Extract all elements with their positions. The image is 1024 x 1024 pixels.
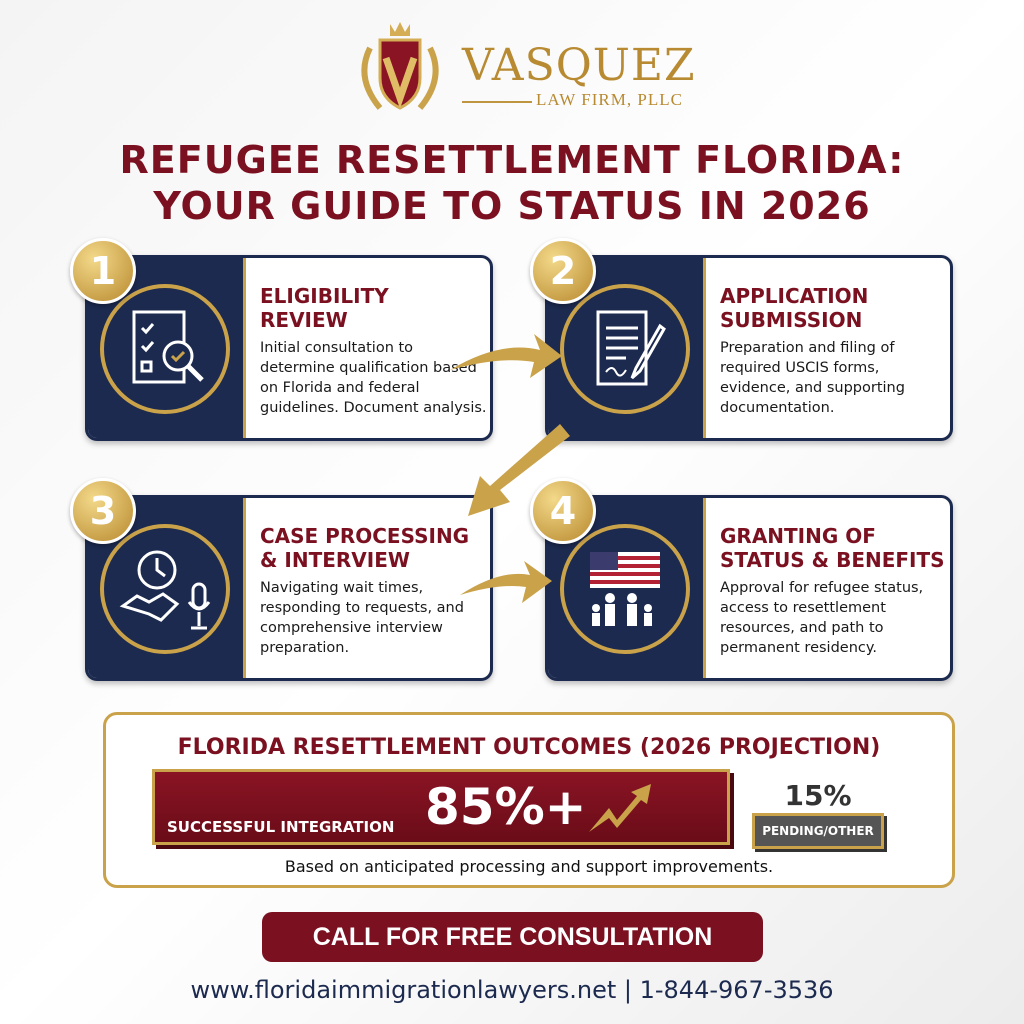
step-title: CASE PROCESSING — [260, 524, 470, 548]
arrow-down-left-icon — [440, 420, 580, 530]
step-description: Navigating wait times, responding to requests, and comprehensive interview preparation. — [260, 580, 464, 656]
checklist-magnifier-icon — [120, 304, 210, 394]
outcomes-note: Based on anticipated processing and support improvements. — [284, 857, 774, 876]
step-title: SUBMISSION — [720, 308, 863, 332]
step-number-badge: 3 — [70, 478, 136, 544]
step-title: ELIGIBILITY — [260, 284, 389, 308]
step-number-badge: 1 — [70, 238, 136, 304]
law-firm-crest-logo — [350, 18, 450, 118]
other-value: 15% — [784, 779, 852, 812]
step-title: STATUS & BENEFITS — [720, 548, 945, 572]
step-description: Approval for refugee status, access to resettlement resources, and path to permanent residency. — [720, 580, 924, 656]
pending-other-bar — [752, 813, 884, 849]
step-title: REVIEW — [260, 308, 348, 332]
step-description: Preparation and filing of required USCIS forms, evidence, and supporting documentation. — [720, 340, 905, 416]
step-title: GRANTING OF — [720, 524, 876, 548]
step-number-badge: 2 — [530, 238, 596, 304]
step-number-badge: 4 — [530, 478, 596, 544]
step-card-4 — [545, 495, 953, 681]
step-title: & INTERVIEW — [260, 548, 410, 572]
page-title-line2: YOUR GUIDE TO STATUS IN 2026 — [153, 184, 871, 228]
brand-subtitle: LAW FIRM, PLLC — [536, 90, 683, 109]
page-title-line1: REFUGEE RESETTLEMENT FLORIDA: — [119, 138, 905, 182]
step-description: Initial consultation to determine qualification based on Florida and federal guidelines. Document analysis. — [260, 340, 487, 416]
free-consultation-button[interactable]: CALL FOR FREE CONSULTATION — [262, 912, 763, 962]
successful-integration-bar — [152, 769, 730, 845]
trend-up-arrow-icon — [585, 780, 655, 836]
outcomes-title: FLORIDA RESETTLEMENT OUTCOMES (2026 PROJECTION) — [177, 735, 881, 760]
step-title: APPLICATION — [720, 284, 869, 308]
bar-label: PENDING/OTHER — [762, 824, 874, 838]
step-card-3 — [85, 495, 493, 681]
divider — [462, 101, 532, 103]
clock-handshake-microphone-icon — [115, 544, 215, 634]
brand-name: VASQUEZ — [462, 40, 696, 91]
bar-value: 85%+ — [425, 778, 587, 836]
arrow-right-icon — [430, 320, 570, 400]
flag-family-icon — [580, 544, 670, 634]
arrow-right-icon — [440, 555, 560, 615]
bar-label: SUCCESSFUL INTEGRATION — [167, 818, 395, 836]
document-pen-icon — [580, 304, 670, 394]
outcomes-panel — [103, 712, 955, 888]
contact-footer[interactable]: www.floridaimmigrationlawyers.net | 1-844-967-3536 — [190, 976, 834, 1004]
step-card-2 — [545, 255, 953, 441]
